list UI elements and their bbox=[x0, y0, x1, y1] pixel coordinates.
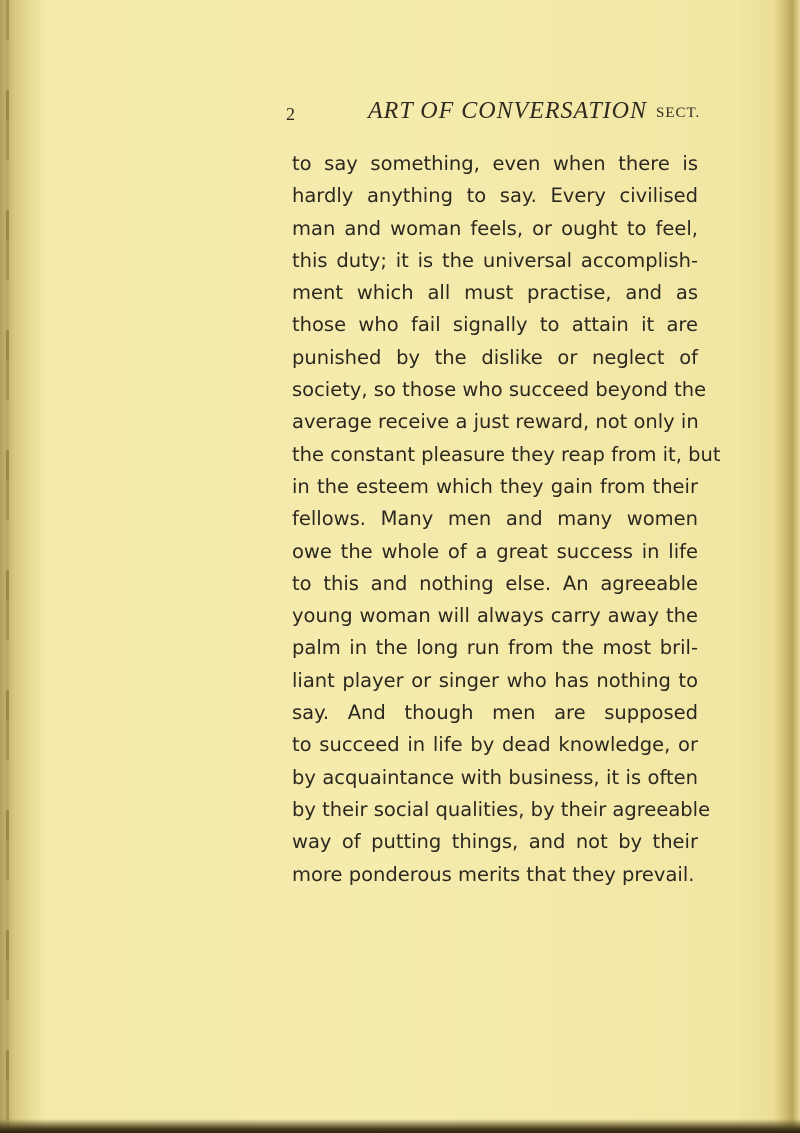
text-line: to this and nothing else. An agreeable bbox=[292, 571, 698, 595]
text-line: punished by the dislike or neglect of bbox=[292, 345, 698, 369]
section-label: SECT. bbox=[656, 105, 701, 121]
text-line: in the esteem which they gain from their bbox=[292, 474, 698, 498]
text-line: average receive a just reward, not only in bbox=[292, 410, 699, 434]
text-line: way of putting things, and not by their bbox=[292, 830, 698, 854]
page-edge-shadow bbox=[774, 0, 800, 1133]
body-text bbox=[292, 148, 721, 891]
text-line: say. And though men are supposed bbox=[292, 701, 698, 725]
text-line: owe the whole of a great success in life bbox=[292, 539, 698, 563]
text-line: to succeed in life by dead knowledge, or bbox=[292, 733, 698, 757]
page-bottom-shadow bbox=[0, 1119, 800, 1133]
text-line: young woman will always carry away the bbox=[292, 604, 698, 628]
running-header bbox=[286, 96, 726, 130]
text-line: those who fail signally to attain it are bbox=[292, 313, 698, 337]
text-line: by their social qualities, by their agreeable bbox=[292, 797, 711, 821]
text-line: by acquaintance with business, it is often bbox=[292, 765, 698, 789]
text-line: liant player or singer who has nothing to bbox=[292, 668, 698, 692]
text-line: the constant pleasure they reap from it, but bbox=[292, 442, 721, 466]
text-line: palm in the long run from the most bril- bbox=[292, 636, 698, 660]
page-number: 2 bbox=[286, 104, 295, 124]
text-line: this duty; it is the universal accomplish- bbox=[292, 248, 698, 272]
text-line: more ponderous merits that they prevail. bbox=[292, 862, 695, 886]
text-line: hardly anything to say. Every civilised bbox=[292, 184, 698, 208]
text-line: society, so those who succeed beyond the bbox=[292, 378, 707, 402]
text-line: ment which all must practise, and as bbox=[292, 281, 698, 305]
page-binding-shadow bbox=[0, 0, 44, 1133]
running-title: ART OF CONVERSATION bbox=[368, 98, 648, 124]
text-line: fellows. Many men and many women bbox=[292, 507, 698, 531]
text-line: to say something, even when there is bbox=[292, 152, 698, 175]
text-line: man and woman feels, or ought to feel, bbox=[292, 216, 698, 240]
